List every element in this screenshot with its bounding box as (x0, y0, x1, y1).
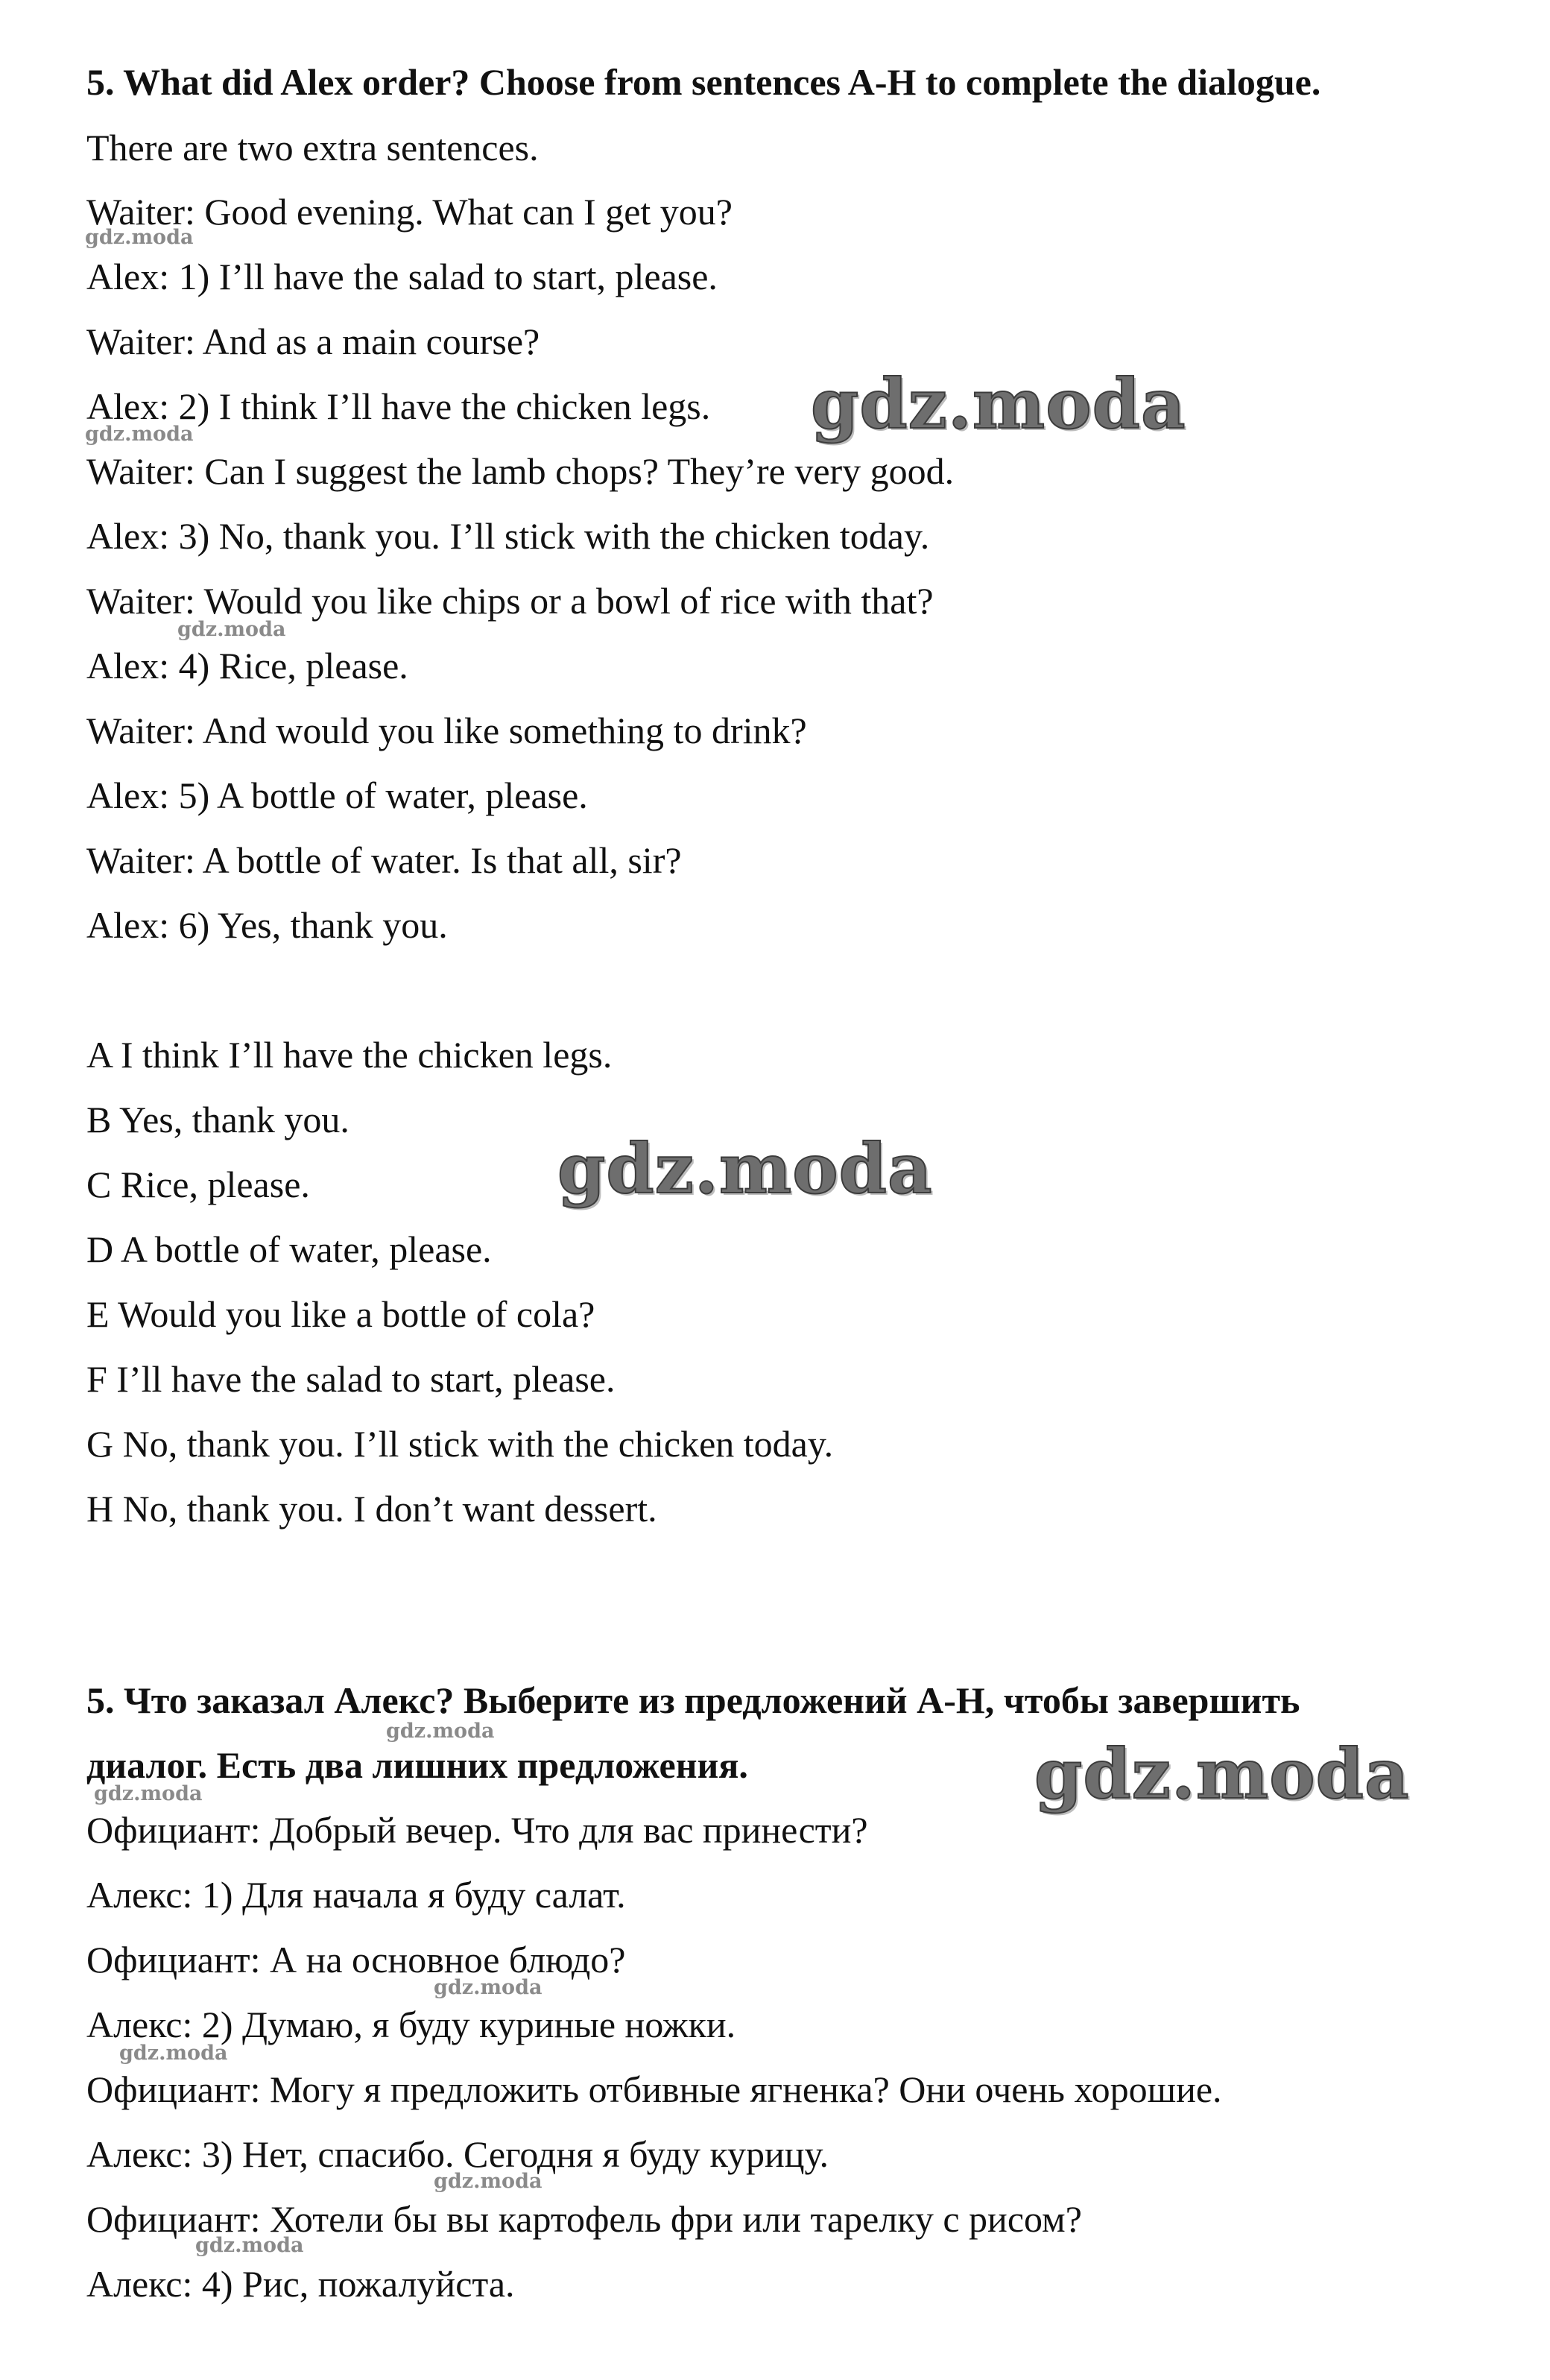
translation-dialogue-line: Алекс: 1) Для начала я буду салат. (86, 1874, 626, 1916)
translation-dialogue-line: Официант: А на основное блюдо? (86, 1939, 626, 1980)
watermark: gdz.moda (811, 364, 1186, 444)
translation-dialogue-line: Алекс: 2) Думаю, я буду куриные ножки. (86, 2004, 736, 2045)
watermark: gdz.moda (434, 1976, 542, 1999)
exercise-instruction: There are two extra sentences. (86, 127, 539, 168)
translation-heading-line1: 5. Что заказал Алекс? Выберите из предложений A-H, чтобы завершить (86, 1679, 1300, 1721)
option-item: A I think I’ll have the chicken legs. (86, 1034, 613, 1076)
translation-dialogue-line: Алекс: 4) Рис, пожалуйста. (86, 2263, 515, 2305)
dialogue-line: Waiter: Good evening. What can I get you? (86, 191, 733, 233)
dialogue-line: Waiter: Would you like chips or a bowl of rice with that? (86, 580, 934, 622)
translation-dialogue-line: Официант: Хотели бы вы картофель фри или тарелку с рисом? (86, 2198, 1082, 2240)
dialogue-line: Waiter: A bottle of water. Is that all, sir? (86, 839, 682, 881)
translation-dialogue-line: Официант: Могу я предложить отбивные ягненка? Они очень хорошие. (86, 2068, 1222, 2110)
watermark: gdz.moda (434, 2170, 542, 2193)
watermark: gdz.moda (386, 1720, 495, 1743)
watermark: gdz.moda (119, 2042, 228, 2065)
dialogue-line: Alex: 5) A bottle of water, please. (86, 774, 588, 816)
translation-heading-line2: диалог. Есть два лишних предложения. (86, 1744, 748, 1786)
option-item: E Would you like a bottle of cola? (86, 1293, 595, 1335)
dialogue-line: Waiter: And as a main course? (86, 321, 540, 362)
watermark: gdz.moda (557, 1129, 933, 1209)
dialogue-line: Alex: 6) Yes, thank you. (86, 904, 448, 946)
option-item: B Yes, thank you. (86, 1099, 349, 1140)
dialogue-line: Waiter: Can I suggest the lamb chops? They’re very good. (86, 450, 955, 492)
translation-dialogue-line: Алекс: 3) Нет, спасибо. Сегодня я буду курицу. (86, 2133, 829, 2175)
watermark: gdz.moda (85, 226, 194, 249)
dialogue-line: Alex: 2) I think I’ll have the chicken legs. (86, 385, 711, 427)
translation-dialogue-line: Официант: Добрый вечер. Что для вас принести? (86, 1809, 868, 1851)
watermark: gdz.moda (195, 2234, 304, 2257)
option-item: D A bottle of water, please. (86, 1228, 492, 1270)
exercise-heading: 5. What did Alex order? Choose from sentences A-H to complete the dialogue. (86, 61, 1321, 103)
watermark: gdz.moda (1034, 1734, 1410, 1814)
option-item: F I’ll have the salad to start, please. (86, 1358, 616, 1400)
dialogue-line: Waiter: And would you like something to drink? (86, 710, 807, 751)
dialogue-line: Alex: 4) Rice, please. (86, 645, 408, 686)
dialogue-line: Alex: 1) I’ll have the salad to start, please. (86, 256, 718, 297)
watermark: gdz.moda (85, 423, 194, 446)
watermark: gdz.moda (94, 1782, 203, 1805)
option-item: C Rice, please. (86, 1164, 310, 1205)
option-item: H No, thank you. I don’t want dessert. (86, 1488, 657, 1530)
option-item: G No, thank you. I’ll stick with the chicken today. (86, 1423, 834, 1465)
dialogue-line: Alex: 3) No, thank you. I’ll stick with the chicken today. (86, 515, 930, 557)
watermark: gdz.moda (177, 618, 286, 641)
